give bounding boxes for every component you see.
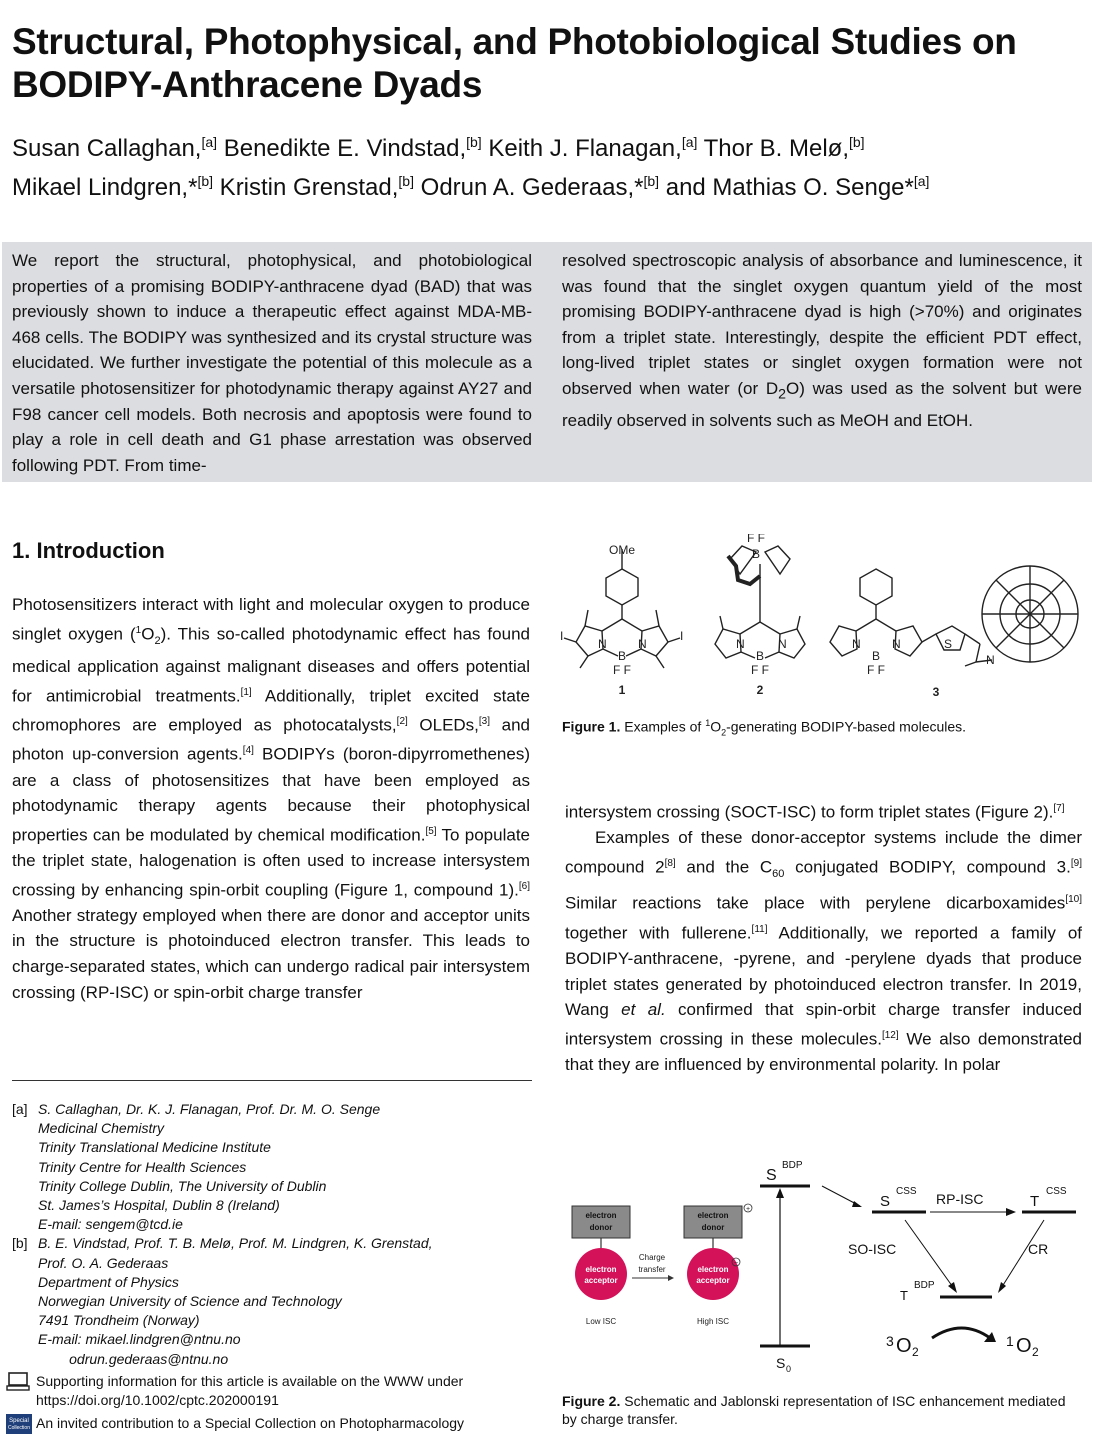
svg-text:Low ISC: Low ISC xyxy=(585,1317,617,1326)
footnotes xyxy=(6,1372,530,1444)
svg-text:F F: F F xyxy=(747,534,765,545)
svg-text:S: S xyxy=(880,1193,891,1210)
author: Thor B. Melø,[b] xyxy=(697,134,865,162)
author: Kristin Grenstad,[b] xyxy=(213,173,414,201)
svg-text:2: 2 xyxy=(1032,1345,1039,1359)
svg-text:O: O xyxy=(896,1335,912,1357)
svg-text:2: 2 xyxy=(756,683,764,697)
affiliations xyxy=(12,1100,532,1369)
svg-text:SO-ISC: SO-ISC xyxy=(848,1241,897,1257)
svg-text:O: O xyxy=(1016,1335,1032,1357)
author: and Mathias O. Senge*[a] xyxy=(659,173,930,201)
author: Keith J. Flanagan,[a] xyxy=(481,134,698,162)
abstract-column-1: We report the structural, photophysical, and photobiological properties of a promising BODIPY-anthracene dyad (BAD) that was previously shown to induce a therapeutic effect against MDA-MB-468 cells. The BODIPY was synthesized and its crystal structure was elucidated. We further investigate the potential of this molecule as a versatile photosensitizer for photodynamic therapy against AY27 and F98 cancer cell models. Both necrosis and apoptosis were found to play a role in cell death and G1 phase arrestation was observed following PDT. From time- xyxy=(12,251,532,475)
svg-text:N: N xyxy=(598,637,607,651)
footnote-divider xyxy=(12,1080,532,1081)
author: Susan Callaghan,[a] xyxy=(12,134,218,162)
svg-text:Charge: Charge xyxy=(638,1253,666,1262)
affiliation-a: [a] S. Callaghan, Dr. K. J. Flanagan, Prof. Dr. M. O. Senge Medicinal Chemistry Trinity Translational Medicine Institute Trinity Centre for Health Sciences Trinity College Dublin, The University of Dublin St. James’s Hospital, Dublin 8 (Ireland) E-mail: sengem@tcd.ie xyxy=(12,1101,381,1233)
intro-paragraph: Examples of these donor-acceptor systems include the dimer compound 2[8] and the $C_{60}$ conjugated BODIPY, compound 3.[9] Similar reactions take place with perylene dicarboxamides[10] together with fullerene.[11] Additionally, we reported a family of BODIPY-anthracene, -pyrene, and -perylene dyads that produce triplet states generated by photoinduced electron transfer. In 2019, Wang et al. confirmed that spin-orbit charge transfer induced intersystem crossing in these molecules.[12] We also demonstrated that they are influenced by environmental polarity. In polar xyxy=(565,828,1082,1075)
author: Benedikte E. Vindstad,[b] xyxy=(217,134,482,162)
svg-text:1: 1 xyxy=(618,683,626,697)
figure-1-structures xyxy=(560,534,1092,704)
special-collection-icon xyxy=(6,1414,36,1439)
svg-text:3: 3 xyxy=(932,685,940,699)
figure-2-caption: Figure 2. Schematic and Jablonski representation of ISC enhancement mediated by charge transfer. xyxy=(562,1393,1066,1427)
intro-right-column xyxy=(565,796,1082,1078)
svg-text:CR: CR xyxy=(1028,1241,1049,1257)
svg-text:1: 1 xyxy=(1006,1333,1014,1349)
svg-text:Special: Special xyxy=(9,1418,29,1425)
svg-text:F F: F F xyxy=(751,663,769,677)
svg-text:I: I xyxy=(680,629,684,643)
svg-text:N: N xyxy=(638,637,647,651)
svg-text:N: N xyxy=(852,637,861,651)
svg-text:I: I xyxy=(560,629,564,643)
svg-text:T: T xyxy=(1030,1193,1040,1210)
compound-2-structure xyxy=(715,546,805,658)
svg-text:B: B xyxy=(752,547,761,561)
svg-text:acceptor: acceptor xyxy=(584,1276,618,1285)
svg-text:donor: donor xyxy=(701,1223,725,1232)
svg-text:N: N xyxy=(986,653,995,667)
svg-text:transfer: transfer xyxy=(638,1265,666,1274)
svg-text:electron: electron xyxy=(585,1265,617,1274)
svg-text:B: B xyxy=(756,649,765,663)
svg-text:electron: electron xyxy=(697,1265,729,1274)
svg-text:BDP: BDP xyxy=(782,1160,803,1171)
svg-text:RP-ISC: RP-ISC xyxy=(936,1191,984,1207)
abstract-column-2: resolved spectroscopic analysis of absorbance and luminescence, it was found that the singlet oxygen quantum yield of the most promising BODIPY-anthracene dyad is high (>70%) and originates from a triplet state. Interestingly, despite the efficient PDT effect, long-lived triplet states or singlet oxygen formation were not observed when water (or $D_2O$) was used as the solvent but were readily observed in solvents such as MeOH and EtOH. xyxy=(562,251,1082,430)
intro-paragraph: Photosensitizers interact with light and molecular oxygen to produce singlet oxygen $(^1O_2)$. This so-called photodynamic effect has found medical application against malignant diseases and offers potential for antimicrobial treatments.[1] Additionally, triplet excited state chromophores are employed as photocatalysts,[2] OLEDs,[3] and photon up-conversion agents.[4] BODIPYs (boron-dipyrromethenes) are a class of photosensitizes that have been employed as photodynamic therapy agents because their photophysical properties can be modulated by chemical modification.[5] To populate the triplet state, halogenation is often used to increase intersystem crossing by enhancing spin-orbit coupling (Figure 1, compound 1).[6] Another strategy employed when there are donor and acceptor units in the structure is photoinduced electron transfer. This leads to charge-separated states, which can undergo radical pair intersystem crossing (RP-ISC) or spin-orbit charge transfer xyxy=(12,595,530,1002)
svg-text:acceptor: acceptor xyxy=(696,1276,730,1285)
svg-text:S: S xyxy=(944,637,953,651)
svg-text:T: T xyxy=(900,1288,908,1303)
svg-text:B: B xyxy=(618,649,627,663)
affiliation-b: [b] B. E. Vindstad, Prof. T. B. Melø, Prof. M. Lindgren, K. Grenstad, Prof. O. A. Gederaas Department of Physics Norwegian University of Science and Technology 7491 Trondheim (Norway) E-mail: mikael.lindgren@ntnu.no odrun.gederaas@ntnu.no xyxy=(12,1235,433,1367)
supporting-info-note: Supporting information for this article is available on the WWW under https://doi.org/10.1002/cptc.202000191 xyxy=(6,1372,530,1410)
svg-text:N: N xyxy=(892,637,901,651)
abstract-box xyxy=(2,242,1092,482)
acceptor-circle-high xyxy=(687,1248,739,1300)
svg-text:S: S xyxy=(776,1355,786,1371)
acceptor-circle-low xyxy=(575,1248,627,1300)
svg-text:B: B xyxy=(872,649,881,663)
figure-1-caption: Figure 1. Examples of $^1O_2$-generating BODIPY-based molecules. xyxy=(562,718,967,738)
svg-text:F F: F F xyxy=(613,663,631,677)
svg-text:CSS: CSS xyxy=(896,1186,917,1197)
svg-text:CSS: CSS xyxy=(1046,1186,1067,1197)
svg-text:High ISC: High ISC xyxy=(696,1317,730,1326)
svg-text:F F: F F xyxy=(867,663,885,677)
svg-text:N: N xyxy=(736,637,745,651)
svg-text:electron: electron xyxy=(585,1211,617,1220)
svg-text:0: 0 xyxy=(786,1364,792,1374)
compound-3-structure xyxy=(830,566,1078,666)
intro-left-column xyxy=(12,592,530,1005)
figure-2-diagram xyxy=(560,1150,1092,1375)
svg-text:N: N xyxy=(778,637,787,651)
author: Mikael Lindgren,*[b] xyxy=(12,173,214,201)
svg-text:2: 2 xyxy=(912,1345,919,1359)
section-heading: 1. Introduction xyxy=(12,538,165,563)
svg-text:BDP: BDP xyxy=(914,1280,935,1291)
svg-text:+: + xyxy=(745,1206,751,1213)
author: Odrun A. Gederaas,*[b] xyxy=(414,173,660,201)
article-title: Structural, Photophysical, and Photobiological Studies on BODIPY-Anthracene Dyads xyxy=(12,21,1017,105)
svg-text:Collection: Collection xyxy=(8,1425,30,1432)
svg-text:electron: electron xyxy=(697,1211,729,1220)
special-collection-note: Special Collection An invited contribution to a Special Collection on Photopharmacology xyxy=(6,1414,530,1439)
author-list xyxy=(12,126,1092,204)
svg-text:donor: donor xyxy=(589,1223,613,1232)
computer-icon xyxy=(6,1372,36,1410)
svg-text:S: S xyxy=(766,1167,777,1184)
svg-text:−: − xyxy=(733,1260,739,1267)
svg-text:OMe: OMe xyxy=(608,543,636,557)
svg-text:3: 3 xyxy=(886,1333,894,1349)
intro-paragraph: intersystem crossing (SOCT-ISC) to form triplet states (Figure 2).[7] xyxy=(565,802,1065,822)
